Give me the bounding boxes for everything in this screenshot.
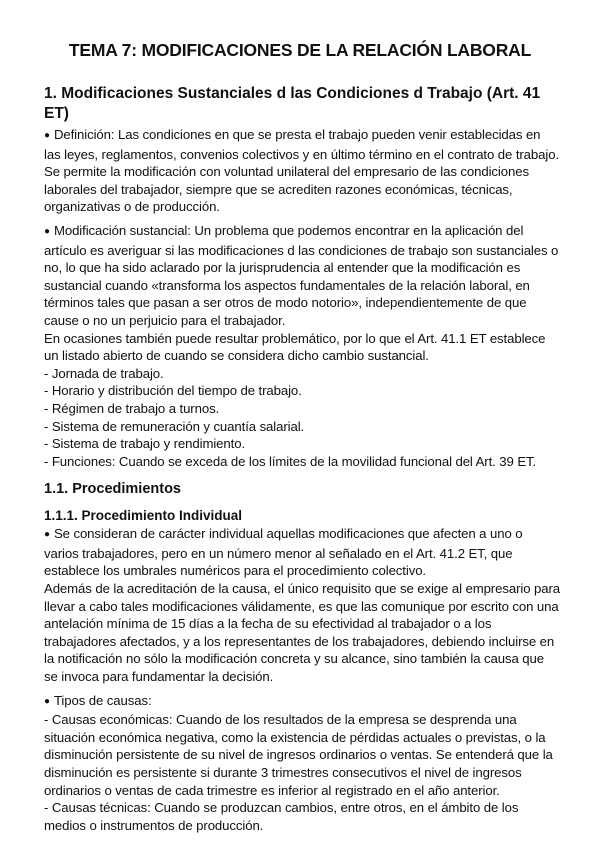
section-1-heading: 1. Modificaciones Sustanciales d las Condiciones d Trabajo (Art. 41 ET) [44, 85, 541, 122]
list-item: - Jornada de trabajo. [44, 365, 164, 381]
ocasiones-paragraph: En ocasiones también puede resultar problemático, por lo que el Art. 41.1 ET establece un listado abierto de cuando se considera dicho cambio sustancial. [44, 330, 546, 364]
definicion-paragraph: ● Definición: Las condiciones en que se presta el trabajo pueden venir establecidas en las leyes, reglamentos, convenios colectivos y en último término en el contrato de trabajo. Se permite la modificación con voluntad unilateral del empresario de las condiciones laborales del trabajador, siempre que se acrediten razones económicas, técnicas, organizativas o de producción. [44, 126, 560, 216]
individual-paragraph: ● Se consideran de carácter individual aquellas modificaciones que afecten a uno o varios trabajadores, pero en un número menor al señalado en el Art. 41.2 ET, que establece los umbrales numéricos para el procedimiento colectivo. [44, 525, 560, 580]
list-item: - Funciones: Cuando se exceda de los límites de la movilidad funcional del Art. 39 ET. [44, 453, 537, 469]
tipos-causas-label: ● Tipos de causas: [44, 692, 560, 712]
section-1-1-1-heading: 1.1.1. Procedimiento Individual [44, 508, 243, 524]
acreditacion-paragraph: Además de la acreditación de la causa, el único requisito que se exige al empresario para llevar a cabo tales modificaciones válidamente, es que las comunique por escrito con una antelación mínima de 15 días a la fecha de su efectividad al trabajador o a los trabajadores afectados, y a los representantes de los trabajadores, debiendo incluirse en la notificación no sólo la modificación concreta y su alcance, sino también la causa que se invoca para fundamentar la decisión. [44, 581, 560, 685]
list-item: - Sistema de remuneración y cuantía salarial. [44, 418, 305, 434]
list-item: - Régimen de trabajo a turnos. [44, 400, 220, 416]
causas-tecnicas-paragraph: - Causas técnicas: Cuando se produzcan cambios, entre otros, en el ámbito de los medios o instrumentos de producción. [44, 800, 519, 833]
section-1-1-heading: 1.1. Procedimientos [44, 481, 181, 498]
causas-economicas-paragraph: - Causas económicas: Cuando de los resultados de la empresa se desprenda una situación económica negativa, como la existencia de pérdidas actuales o previstas, o la disminución persistente de su nivel de ingresos ordinarios o ventas. Se entenderá que la disminución es persistente si durante 3 trimestres consecutivos el nivel de ingresos ordinarios o ventas de cada trimestre es inferior al registrado en el año anterior. [44, 712, 553, 798]
list-item: - Horario y distribución del tiempo de trabajo. [44, 383, 302, 399]
document-body [44, 84, 560, 834]
modificacion-paragraph: ● Modificación sustancial: Un problema que podemos encontrar en la aplicación del artículo es averiguar si las modificaciones d las condiciones de trabajo son sustanciales o no, lo que ha sido aclarado por la jurisprudencia al entender que la modificación es sustancial cuando «transforma los aspectos fundamentales de la relación laboral, en términos tales que pasan a ser otros de modo notorio», independientemente de que cause o no un perjuicio para el trabajador. [44, 222, 560, 330]
document-title: TEMA 7: MODIFICACIONES DE LA RELACIÓN LABORAL [68, 40, 532, 60]
list-item: - Sistema de trabajo y rendimiento. [44, 436, 246, 452]
